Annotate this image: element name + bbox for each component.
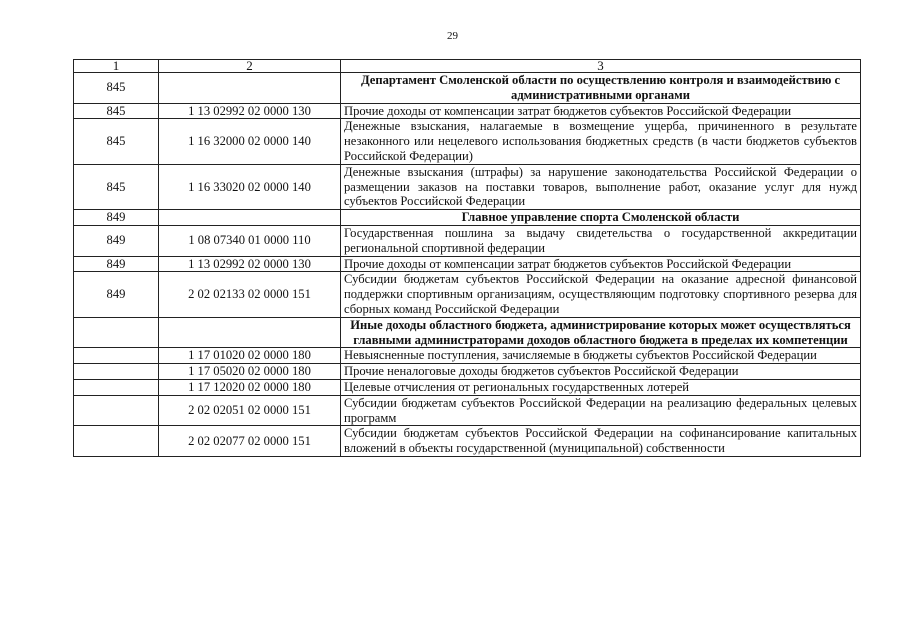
admin-code-cell bbox=[74, 426, 159, 457]
admin-code-cell: 849 bbox=[74, 256, 159, 272]
table-row bbox=[74, 272, 861, 317]
admin-code-cell bbox=[74, 364, 159, 380]
table-row bbox=[74, 256, 861, 272]
revenue-code-cell: 1 16 32000 02 0000 140 bbox=[159, 119, 341, 164]
admin-code-cell bbox=[74, 317, 159, 348]
table-body bbox=[74, 73, 861, 457]
admin-code-cell: 849 bbox=[74, 225, 159, 256]
revenue-description-cell: Целевые отчисления от региональных государственных лотерей bbox=[341, 379, 861, 395]
revenue-description-cell: Прочие неналоговые доходы бюджетов субъектов Российской Федерации bbox=[341, 364, 861, 380]
revenue-code-cell: 1 17 12020 02 0000 180 bbox=[159, 379, 341, 395]
revenue-description-cell: Прочие доходы от компенсации затрат бюджетов субъектов Российской Федерации bbox=[341, 103, 861, 119]
revenue-description-cell: Субсидии бюджетам субъектов Российской Федерации на реализацию федеральных целевых программ bbox=[341, 395, 861, 426]
column-header-1: 1 bbox=[74, 60, 159, 73]
admin-code-cell: 845 bbox=[74, 103, 159, 119]
table-row bbox=[74, 395, 861, 426]
table-row bbox=[74, 364, 861, 380]
revenue-code-cell: 2 02 02051 02 0000 151 bbox=[159, 395, 341, 426]
revenue-code-cell: 1 17 01020 02 0000 180 bbox=[159, 348, 341, 364]
revenue-description-cell: Денежные взыскания (штрафы) за нарушение законодательства Российской Федерации о размещении заказов на поставки товаров, выполнение работ, оказание услуг для нужд субъектов Российской Федерации bbox=[341, 164, 861, 209]
revenue-description-cell: Прочие доходы от компенсации затрат бюджетов субъектов Российской Федерации bbox=[341, 256, 861, 272]
table-row bbox=[74, 379, 861, 395]
admin-code-cell: 845 bbox=[74, 73, 159, 104]
table-row bbox=[74, 348, 861, 364]
table-row bbox=[74, 103, 861, 119]
revenue-codes-table bbox=[73, 59, 861, 457]
revenue-code-cell: 2 02 02077 02 0000 151 bbox=[159, 426, 341, 457]
revenue-code-cell: 2 02 02133 02 0000 151 bbox=[159, 272, 341, 317]
table-section-heading-row bbox=[74, 210, 861, 226]
table-row bbox=[74, 225, 861, 256]
page-number: 29 bbox=[447, 30, 458, 42]
table-header-row bbox=[74, 60, 861, 73]
revenue-description-cell: Государственная пошлина за выдачу свидетельства о государственной аккредитации региональной спортивной федерации bbox=[341, 225, 861, 256]
table-section-heading-row bbox=[74, 73, 861, 104]
column-header-3: 3 bbox=[341, 60, 861, 73]
table-row bbox=[74, 164, 861, 209]
revenue-description-cell: Субсидии бюджетам субъектов Российской Федерации на оказание адресной финансовой поддержки спортивным организациям, осуществляющим подготовку спортивного резерва для сборных команд Российской Федерации bbox=[341, 272, 861, 317]
revenue-code-cell: 1 13 02992 02 0000 130 bbox=[159, 103, 341, 119]
revenue-code-cell: 1 08 07340 01 0000 110 bbox=[159, 225, 341, 256]
column-header-2: 2 bbox=[159, 60, 341, 73]
revenue-code-cell: 1 13 02992 02 0000 130 bbox=[159, 256, 341, 272]
revenue-description-cell: Денежные взыскания, налагаемые в возмещение ущерба, причиненного в результате незаконного или нецелевого использования бюджетных средств (в части бюджетов субъектов Российской Федерации) bbox=[341, 119, 861, 164]
admin-code-cell bbox=[74, 395, 159, 426]
revenue-code-cell: 1 16 33020 02 0000 140 bbox=[159, 164, 341, 209]
revenue-code-cell bbox=[159, 73, 341, 104]
revenue-description-cell: Субсидии бюджетам субъектов Российской Федерации на софинансирование капитальных вложений в объекты государственной (муниципальной) собственности bbox=[341, 426, 861, 457]
table-row bbox=[74, 119, 861, 164]
admin-code-cell: 849 bbox=[74, 210, 159, 226]
section-heading-cell: Главное управление спорта Смоленской области bbox=[341, 210, 861, 226]
revenue-code-cell: 1 17 05020 02 0000 180 bbox=[159, 364, 341, 380]
admin-code-cell bbox=[74, 348, 159, 364]
admin-code-cell: 845 bbox=[74, 119, 159, 164]
revenue-code-cell bbox=[159, 317, 341, 348]
section-heading-cell: Иные доходы областного бюджета, администрирование которых может осуществляться главными администраторами доходов областного бюджета в пределах их компетенции bbox=[341, 317, 861, 348]
revenue-description-cell: Невыясненные поступления, зачисляемые в бюджеты субъектов Российской Федерации bbox=[341, 348, 861, 364]
admin-code-cell bbox=[74, 379, 159, 395]
table-section-heading-row bbox=[74, 317, 861, 348]
admin-code-cell: 849 bbox=[74, 272, 159, 317]
admin-code-cell: 845 bbox=[74, 164, 159, 209]
table-row bbox=[74, 426, 861, 457]
revenue-code-cell bbox=[159, 210, 341, 226]
section-heading-cell: Департамент Смоленской области по осуществлению контроля и взаимодействию с административными органами bbox=[341, 73, 861, 104]
